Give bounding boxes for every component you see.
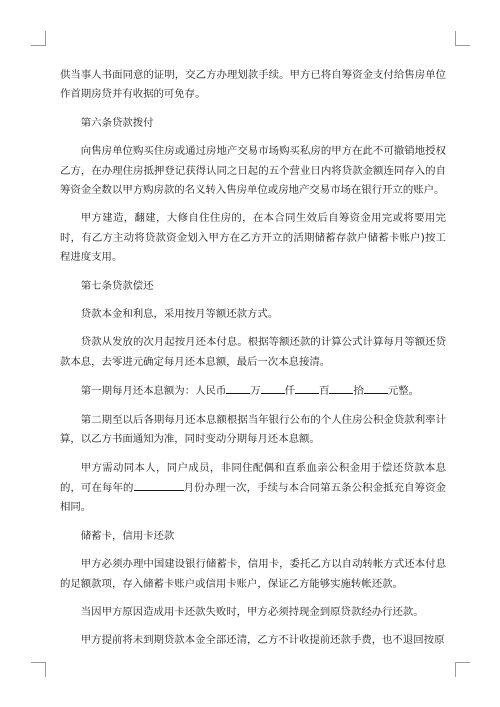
paragraph: 供当事人书面同意的证明，交乙方办理划款手续。甲方已将自筹资金支付给售房单位作首期房贷并有收据的可免存。	[60, 69, 446, 101]
fill-blank[interactable]	[261, 381, 285, 394]
crop-mark-bottom-right	[455, 662, 470, 677]
text-segment: 仟	[284, 385, 296, 398]
text-segment: 月份办理一次，手续与本合同第五条公积金抵充自筹资金相同。	[60, 481, 446, 514]
installment-amount-line	[60, 381, 446, 401]
document-body	[60, 66, 446, 660]
fill-blank[interactable]	[329, 381, 353, 394]
text-segment: 第一期每月还本息额为：人民币	[80, 385, 227, 398]
paragraph: 甲方必须办理中国建设银行储蓄卡，信用卡，委托乙方以自动转帐方式还本付息的足额款项，存入储蓄卡账户或信用卡账户，保证乙方能够实施转帐还款。	[60, 558, 446, 590]
paragraph: 向售房单位购买住房或通过房地产交易市场购买私房的甲方在此不可撤销地授权乙方，在办理住房抵押登记获得认同之日起的五个营业日内将贷款金额连同存入的自筹资金全数以甲方购房款的名义转入售房单位或房地产交易市场在银行开立的账户。	[60, 145, 446, 197]
paragraph: 甲方建造，翻建，大修自住住房的，在本合同生效后自筹资金用完或将要用完时，有乙方主动将贷款资金划入甲方在乙方开立的活期储蓄存款户储蓄卡账户)按工程进度支用。	[60, 212, 446, 264]
section-heading-article-7: 第七条贷款偿还	[80, 279, 154, 292]
fill-blank[interactable]	[134, 478, 184, 491]
crop-mark-top-right	[455, 31, 470, 46]
provident-fund-paragraph	[60, 459, 446, 518]
text-segment: 百	[319, 385, 330, 398]
paragraph: 贷款从发放的次月起按月还本付息。根据等额还款的计算公式计算每月等额还贷款本息，去零进元确定每月还本息额，最后一次本息接清。	[60, 336, 446, 368]
section-heading-card-repayment: 储蓄卡，信用卡还款	[80, 529, 175, 542]
fill-blank[interactable]	[364, 381, 388, 394]
text-segment: 甲方需动同本人，同户成员，非同住配偶和直系血亲公积金用于偿还贷款本息的，可在每年的	[60, 461, 446, 494]
fill-blank[interactable]	[295, 381, 319, 394]
paragraph: 甲方提前将未到期贷款本金全部还清，乙方不计收提前还款手费，也不退回按原	[80, 634, 445, 647]
crop-mark-top-left	[31, 31, 46, 46]
paragraph: 贷款本金和利息，采用按月等额还款方式。	[80, 308, 279, 321]
section-heading-article-6: 第六条贷款拨付	[80, 116, 154, 129]
fill-blank[interactable]	[226, 381, 250, 394]
crop-mark-bottom-left	[31, 662, 46, 677]
paragraph: 第二期至以后各期每月还本息额根据当年银行公布的个人住房公积金贷款利率计算，以乙方书面通知为准，同时变动分期每月还本息额。	[60, 413, 446, 446]
text-segment: 万	[250, 385, 261, 398]
text-segment: 元整。	[387, 385, 419, 398]
paragraph: 当因甲方原因造成用卡还款失败时，甲方必须持现金到原贷款经办行还款。	[80, 605, 424, 618]
text-segment: 拾	[353, 385, 364, 398]
